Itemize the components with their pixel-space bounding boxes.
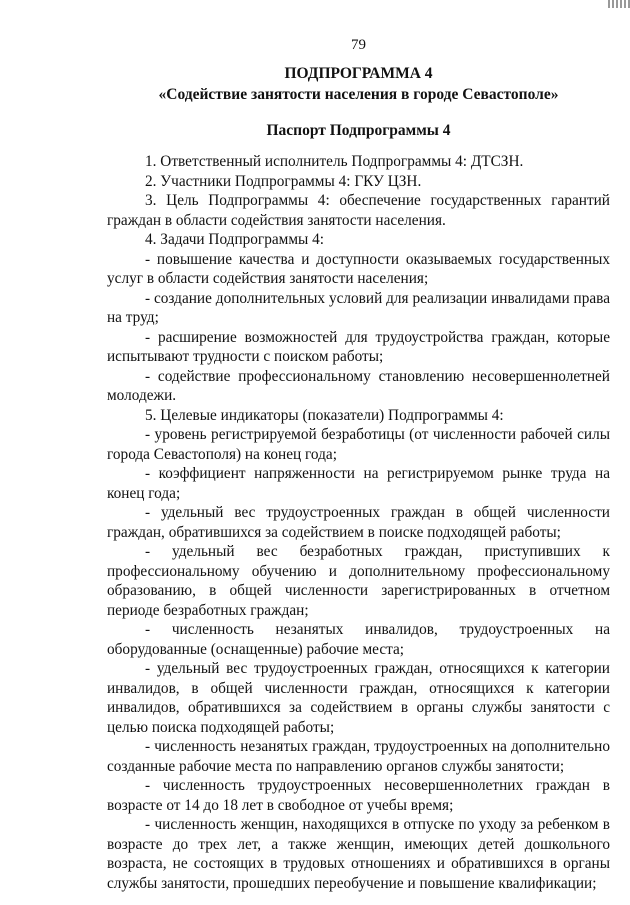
indicator-item: - уровень регистрируемой безработицы (от численности рабочей силы города Севастополя) на конец года; — [107, 426, 610, 463]
program-subtitle: «Содействие занятости населения в городе Севастополе» — [158, 86, 559, 103]
paragraph-indicators-heading: 5. Целевые индикаторы (показатели) Подпрограммы 4: — [145, 406, 504, 424]
indicator-item: - удельный вес безработных граждан, приступивших к профессиональному обучению и дополнительному профессиональному образованию, в общей численности зарегистрированных в отчетном периоде безработных граждан; — [107, 543, 610, 619]
paragraph-goal: 3. Цель Подпрограммы 4: обеспечение государственных гарантий граждан в области содействия занятости населения. — [107, 192, 610, 229]
document-body — [107, 152, 610, 893]
task-item: - расширение возможностей для трудоустройства граждан, которые испытывают трудности с поиском работы; — [107, 328, 610, 365]
indicator-item: - удельный вес трудоустроенных граждан в общей численности граждан, обратившихся за содействием в поиске подходящей работы; — [107, 504, 610, 541]
indicator-item: - численность незанятых граждан, трудоустроенных на дополнительно созданные рабочие места по направлению органов службы занятости; — [107, 738, 610, 775]
page-number: 79 — [351, 37, 366, 53]
paragraph-participants: 2. Участники Подпрограммы 4: ГКУ ЦЗН. — [145, 172, 422, 190]
indicator-item: - коэффициент напряженности на регистрируемом рынке труда на конец года; — [107, 465, 610, 502]
task-item: - создание дополнительных условий для реализации инвалидами права на труд; — [107, 289, 610, 326]
indicator-item: - численность трудоустроенных несовершеннолетних граждан в возрасте от 14 до 18 лет в свободное от учебы время; — [107, 777, 610, 814]
passport-heading: Паспорт Подпрограммы 4 — [266, 122, 451, 139]
paragraph-tasks-heading: 4. Задачи Подпрограммы 4: — [145, 231, 325, 248]
program-title: ПОДПРОГРАММА 4 — [284, 65, 433, 82]
paragraph-responsible: 1. Ответственный исполнитель Подпрограммы 4: ДТСЗН. — [145, 153, 524, 170]
indicator-item: - численность незанятых инвалидов, трудоустроенных на оборудованные (оснащенные) рабочие места; — [107, 621, 610, 658]
indicator-item: - численность женщин, находящихся в отпуске по уходу за ребенком в возрасте до трех лет, а также женщин, имеющих детей дошкольного возраста, не состоящих в трудовых отношениях и обратившихся в органы службы занятости, прошедших переобучение и повышение квалификации; — [107, 816, 610, 892]
indicator-item: - удельный вес трудоустроенных граждан, относящихся к категории инвалидов, в общей численности граждан, относящихся к категории инвалидов, обратившихся за содействием в органы службы занятости с целью поиска подходящей работы; — [107, 660, 610, 736]
task-item: - содействие профессиональному становлению несовершеннолетней молодежи. — [107, 367, 610, 404]
scan-corner-mark — [608, 0, 630, 8]
task-item: - повышение качества и доступности оказываемых государственных услуг в области содействия занятости населения; — [107, 250, 610, 287]
